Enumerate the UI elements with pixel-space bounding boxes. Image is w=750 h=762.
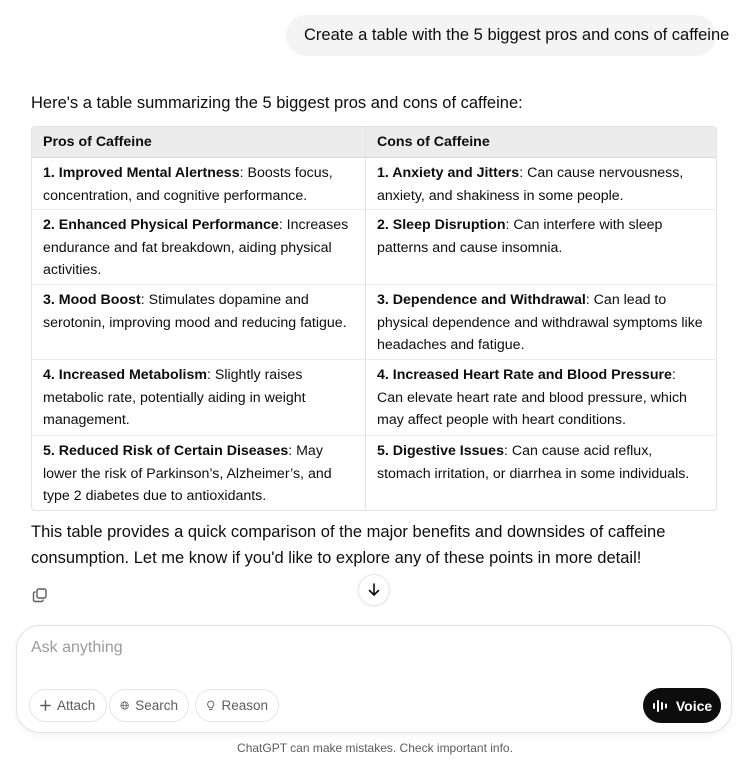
pro-title: 1. Improved Mental Alertness	[43, 165, 240, 181]
plus-icon	[40, 700, 51, 711]
pro-text: : Stimulates dopamine and serotonin, improving mood and reducing fatigue.	[43, 292, 347, 331]
con-title: 3. Dependence and Withdrawal	[377, 292, 586, 308]
table-cell-con	[366, 436, 716, 510]
table-cell-pro	[32, 360, 366, 435]
con-title: 1. Anxiety and Jitters	[377, 165, 520, 181]
pro-title: 5. Reduced Risk of Certain Diseases	[43, 443, 289, 459]
search-label: Search	[135, 698, 178, 713]
con-title: 5. Digestive Issues	[377, 443, 504, 459]
reason-button[interactable]	[195, 689, 279, 722]
voice-button[interactable]	[643, 688, 721, 723]
table-cell-pro	[32, 158, 366, 209]
voice-label: Voice	[675, 697, 713, 714]
globe-icon	[120, 698, 129, 713]
pro-text: : Boosts focus, concentration, and cognitive performance.	[43, 165, 333, 204]
waveform-icon	[652, 699, 670, 713]
assistant-intro: Here's a table summarizing the 5 biggest pros and cons of caffeine:	[31, 94, 523, 112]
table-row	[32, 285, 716, 360]
pro-title: 4. Increased Metabolism	[43, 367, 208, 383]
pro-title: 3. Mood Boost	[43, 292, 141, 308]
table-cell-con	[366, 285, 716, 359]
user-message-bubble	[286, 15, 730, 56]
con-text: : Can cause nervousness, anxiety, and shakiness in some people.	[377, 165, 684, 204]
lightbulb-icon	[206, 698, 215, 713]
pro-text: : Increases endurance and fat breakdown, aiding physical activities.	[43, 217, 349, 278]
prompt-input[interactable]	[31, 636, 711, 660]
table-header-cons: Cons of Caffeine	[377, 134, 490, 150]
disclaimer: ChatGPT can make mistakes. Check important info.	[237, 741, 513, 755]
table-cell-con	[366, 158, 716, 209]
scroll-to-bottom-button[interactable]	[358, 574, 390, 606]
table-row	[32, 210, 716, 285]
table-header	[32, 127, 716, 158]
con-text: : Can lead to physical dependence and withdrawal symptoms like headaches and fatigue.	[377, 292, 703, 353]
reason-label: Reason	[221, 698, 268, 713]
copy-icon	[32, 587, 48, 603]
con-text: : Can interfere with sleep patterns and cause insomnia.	[377, 217, 663, 256]
table-row	[32, 158, 716, 210]
pro-text: : May lower the risk of Parkinson’s, Alzheimer’s, and type 2 diabetes due to antioxidants.	[43, 443, 332, 504]
con-title: 2. Sleep Disruption	[377, 217, 506, 233]
table-cell-con	[366, 360, 716, 435]
copy-button[interactable]	[30, 585, 50, 605]
pros-cons-table	[31, 126, 717, 511]
pro-text: : Slightly raises metabolic rate, potentially aiding in weight management.	[43, 367, 306, 428]
table-header-pros: Pros of Caffeine	[32, 127, 366, 157]
con-text: : Can elevate heart rate and blood pressure, which may affect people with heart conditions.	[377, 367, 687, 428]
table-cell-pro	[32, 436, 366, 510]
table-row	[32, 360, 716, 436]
composer	[16, 625, 732, 733]
table-row	[32, 436, 716, 510]
search-button[interactable]	[109, 689, 189, 722]
attach-button[interactable]	[29, 689, 107, 722]
con-title: 4. Increased Heart Rate and Blood Pressure	[377, 367, 672, 383]
user-message-text: Create a table with the 5 biggest pros and cons of caffeine	[304, 26, 730, 44]
attach-label: Attach	[57, 698, 96, 713]
con-text: : Can cause acid reflux, stomach irritation, or diarrhea in some individuals.	[377, 443, 690, 482]
table-cell-con	[366, 210, 716, 284]
pro-title: 2. Enhanced Physical Performance	[43, 217, 279, 233]
table-cell-pro	[32, 210, 366, 284]
table-cell-pro	[32, 285, 366, 359]
assistant-outro: This table provides a quick comparison of the major benefits and downsides of caffeine consumption. Let me know if you'd like to explore any of these points in more detail!	[31, 523, 666, 567]
arrow-down-icon	[366, 582, 382, 598]
